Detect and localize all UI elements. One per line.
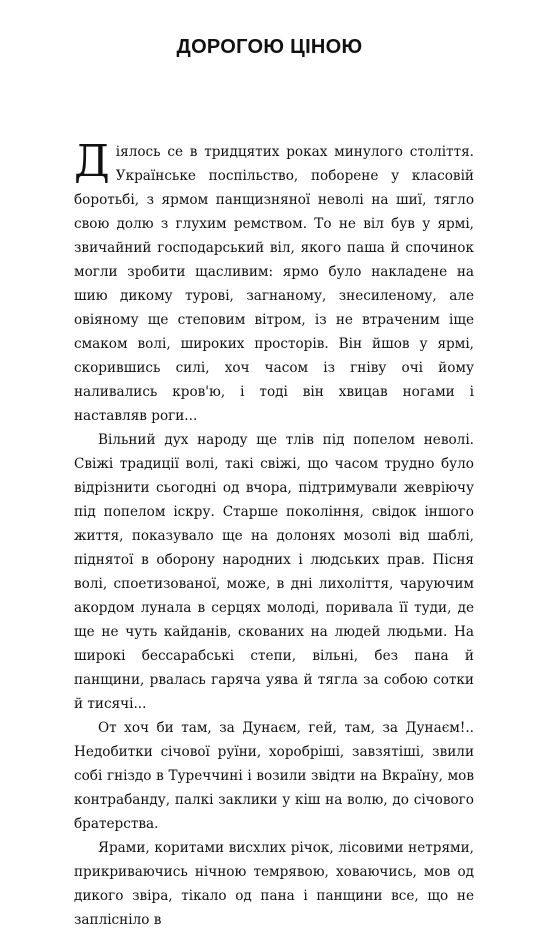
body-text (74, 136, 474, 932)
paragraph-3: От хоч би там, за Дунаєм, гей, там, за Дунаєм!.. Недобитки січової руїни, хоробріші, завзятіші, звили собі гніздо в Туреччині і возили звідти на Вкраїну, мов контрабанду, палкі заклики у кіш на волю, до січового братерства. (74, 720, 474, 832)
paragraph-1-text: іялось се в тридцятих роках минулого століття. Українське поспільство, поборене у класовій боротьбі, з ярмом панщизняної неволі на шиї, тягло свою долю з глухим ремством. То не віл був у ярмі, звичайний господарський віл, якого паша й спочинок могли зробити щасливим: ярмо було накладене на шию дикому турові, загнаному, знесиленому, але овіяному ще степовим вітром, із не втраченим іще смаком волі, широких просторів. Він йшов у ярмі, скорившись силі, хоч часом із гніву очі йому наливались кров'ю, і тоді він хвицав ногами і наставляв роги... (74, 144, 474, 424)
page-title: ДОРОГОЮ ЦІНОЮ (176, 36, 363, 58)
paragraph-4: Ярами, коритами висхлих річок, лісовими нетрями, прикриваючись нічною темрявою, ховаючись, мов од дикого звіра, тікало од пана і панщини все, що не заплісніло в (74, 840, 474, 928)
paragraph-1 (74, 136, 474, 428)
drop-cap-letter: Д (74, 136, 110, 187)
paragraph-2: Вільний дух народу ще тлів під попелом неволі. Свіжі традиції волі, такі свіжі, що часом трудно було відрізнити сьогодні од вчора, підтримували жевріючу під попелом іскру. Старше покоління, свідок іншого життя, показувало ще на долонях мозолі від шаблі, піднятої в оборону народних і людських прав. Пісня волі, споетизованої, може, в дні лихоліття, чаруючим акордом лунала в серцях молоді, поривала її туди, де ще не чуть кайданів, скованих на людей людьми. На широкі бессарабські степи, вільні, без пана й панщини, рвалась гаряча уява й тягла за собою сотки й тисячі... (74, 432, 474, 712)
